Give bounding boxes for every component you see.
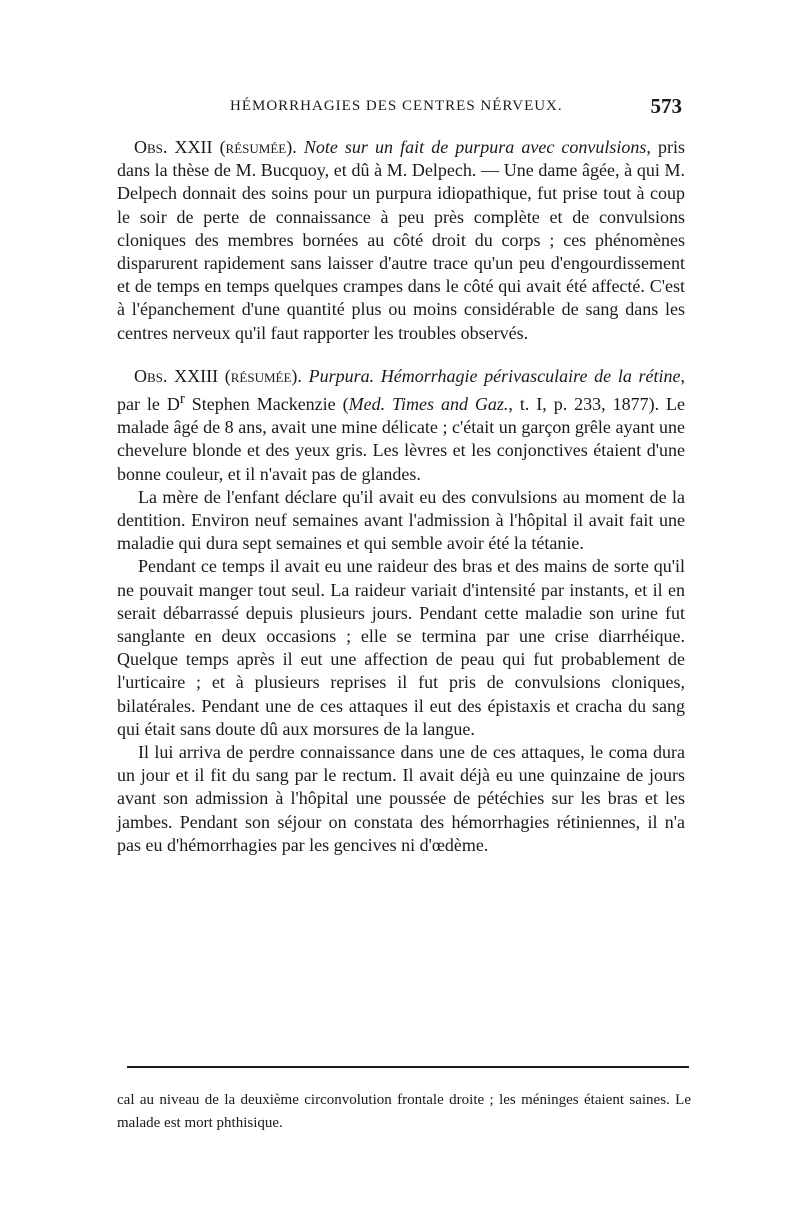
observation-23 bbox=[117, 365, 685, 486]
section-gap bbox=[117, 345, 685, 365]
observation-22-title: Note sur un fait de purpura avec convulsions bbox=[303, 137, 647, 157]
paragraph-stiffness: Pendant ce temps il avait eu une raideur des bras et des mains de sorte qu'il ne pouvait manger tout seul. La raideur variait d'intensité par instants, et il en serait débarrassé depuis plusieurs jours. Pendant cette maladie son urine fut sanglante en deux occasions ; elle se termina par une crise diarrhéique. Quelque temps après il eut une affection de peau qui fut probablement de l'urticaire ; et à plusieurs reprises il fut pris de convulsions cloniques, bilatérales. Pendant une de ces attaques il eut des épistaxis et cracha du sang qui était sans doute dû aux morsures de la langue. bbox=[117, 556, 685, 739]
observation-23-text: , t. I, p. 233, 1877). Le malade âgé de 8 ans, avait une mine délicate ; c'était un garçon grêle ayant une chevelure blonde et des yeux gris. Les lèvres et les conjonctives étaient d'une bonne couleur, et il n'avait pas de glandes. bbox=[117, 394, 685, 484]
running-header bbox=[118, 96, 684, 122]
footnote-text: cal au niveau de la deuxième circonvolution frontale droite ; les méninges étaient saines. Le malade est mort phthisique. bbox=[117, 1092, 691, 1131]
page-number: 573 bbox=[650, 94, 682, 118]
footnote bbox=[117, 1089, 691, 1135]
observation-23-label: Obs. XXIII (résumée). bbox=[134, 365, 309, 386]
observation-23-title: Purpura. Hémorrhagie périvasculaire de la rétine bbox=[308, 365, 681, 386]
footnote-rule bbox=[127, 1066, 689, 1068]
observation-22-text: , pris dans la thèse de M. Bucquoy, et dû à M. Delpech. — Une dame âgée, à qui M. Delpech donnait des soins pour un purpura idiopathique, fut prise tout à coup le soir de perte de connaissance à peu près complète et de convulsions cloniques des membres bornées au côté droit du corps ; ces phénomènes disparurent rapidement sans laisser d'autre trace qu'un peu d'engourdissement et de temps en temps quelques crampes dans le côté qui avait été affecté. C'est à l'épanchement d'une quantité plus ou moins considérable de sang dans les centres nerveux qu'il faut rapporter les troubles observés. bbox=[117, 137, 686, 343]
observation-22 bbox=[117, 136, 685, 345]
observation-23-journal: Med. Times and Gaz. bbox=[348, 394, 509, 415]
main-text bbox=[117, 136, 685, 857]
observation-23-author-prefix: , par le D bbox=[117, 365, 685, 415]
paragraph-mother: La mère de l'enfant déclare qu'il avait eu des convulsions au moment de la dentition. Environ neuf semaines avant l'admission à l'hôpital il avait fait une maladie qui dura sept semaines et qui semble avoir été la tétanie. bbox=[117, 486, 685, 554]
observation-22-label: Obs. XXII (résumée). bbox=[134, 137, 304, 157]
observation-23-dr-superscript: r bbox=[179, 391, 185, 408]
paragraph-coma: Il lui arriva de perdre connaissance dans une de ces attaques, le coma dura un jour et il fit du sang par le rectum. Il avait déjà eu une quinzaine de jours avant son admission à l'hôpital une poussée de pétéchies sur les bras et les jambes. Pendant son séjour on constata des hémorrhagies rétiniennes, il n'a pas eu d'hémorrhagies par les gencives ni d'œdème. bbox=[117, 742, 685, 855]
observation-23-author: Stephen Mackenzie ( bbox=[184, 394, 349, 415]
running-title: HÉMORRHAGIES DES CENTRES NÉRVEUX. bbox=[230, 98, 563, 114]
